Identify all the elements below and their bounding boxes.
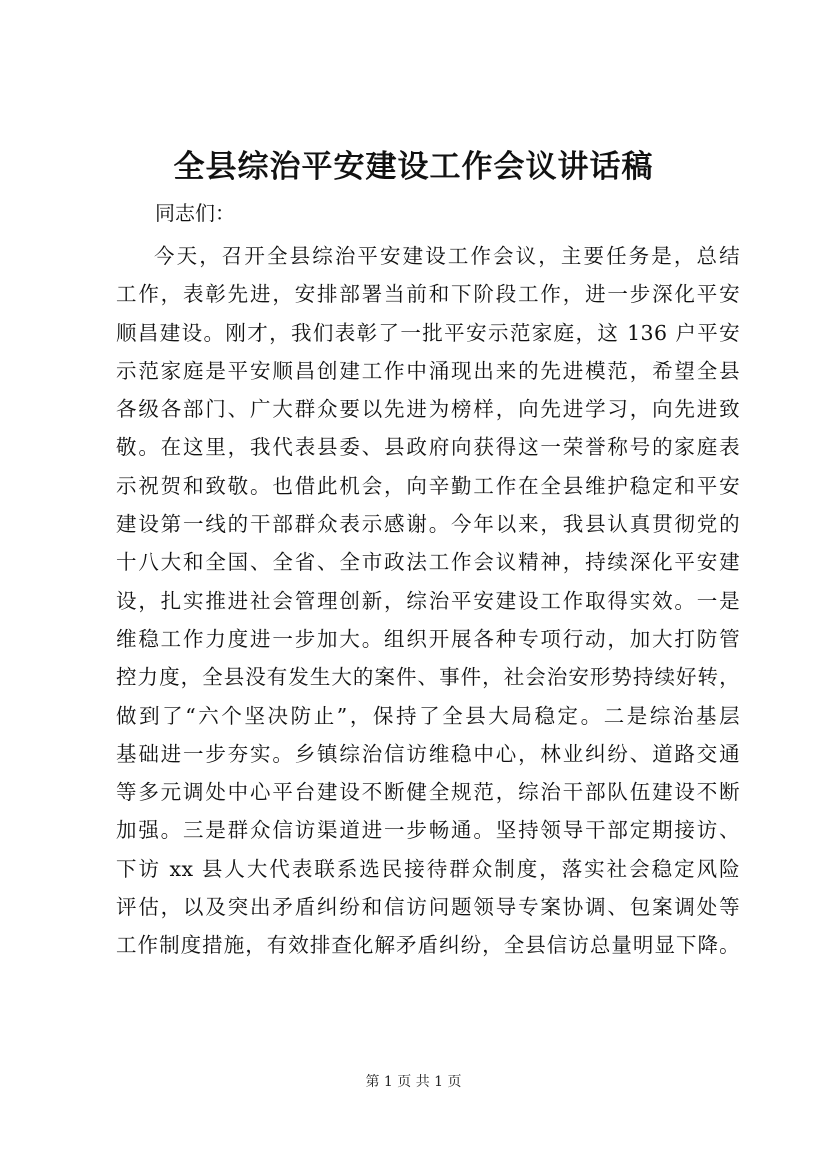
text-line: 敬。在这里，我代表县委、县政府向获得这一荣誉称号的家庭表 xyxy=(116,435,740,460)
document-title: 全县综治平安建设工作会议讲话稿 xyxy=(173,149,654,185)
text-line: 维稳工作力度进一步加大。组织开展各种专项行动，加大打防管 xyxy=(116,626,740,651)
text-line: 评估，以及突出矛盾纠纷和信访问题领导专案协调、包案调处等 xyxy=(116,895,740,920)
salutation: 同志们： xyxy=(155,201,235,225)
text-line: 下访 xx 县人大代表联系选民接待群众制度，落实社会稳定风险 xyxy=(116,856,740,881)
page-footer: 第 1 页 共 1 页 xyxy=(365,1074,462,1090)
text-line: 示范家庭是平安顺昌创建工作中涌现出来的先进模范，希望全县 xyxy=(116,358,740,383)
text-line: 设，扎实推进社会管理创新，综治平安建设工作取得实效。一是 xyxy=(116,588,740,613)
text-line: 示祝贺和致敬。也借此机会，向辛勤工作在全县维护稳定和平安 xyxy=(116,473,740,498)
text-line: 建设第一线的干部群众表示感谢。今年以来，我县认真贯彻党的 xyxy=(116,512,740,537)
text-line: 顺昌建设。刚才，我们表彰了一批平安示范家庭，这 136 户平安 xyxy=(116,320,740,345)
text-line: 控力度，全县没有发生大的案件、事件，社会治安形势持续好转， xyxy=(116,665,740,690)
text-line: 十八大和全国、全省、全市政法工作会议精神，持续深化平安建 xyxy=(116,550,740,575)
text-line: 今天，召开全县综治平安建设工作会议，主要任务是，总结 xyxy=(154,244,740,268)
body-paragraph xyxy=(116,237,740,965)
text-line: 加强。三是群众信访渠道进一步畅通。坚持领导干部定期接访、 xyxy=(116,818,740,843)
text-line: 各级各部门、广大群众要以先进为榜样，向先进学习，向先进致 xyxy=(116,397,740,422)
text-line: 做到了“六个坚决防止”，保持了全县大局稳定。二是综治基层 xyxy=(116,703,740,728)
text-line: 工作制度措施，有效排查化解矛盾纠纷，全县信访总量明显下降。 xyxy=(116,933,740,958)
text-line: 等多元调处中心平台建设不断健全规范，综治干部队伍建设不断 xyxy=(116,780,740,805)
text-line: 工作，表彰先进，安排部署当前和下阶段工作，进一步深化平安 xyxy=(116,282,740,307)
text-line: 基础进一步夯实。乡镇综治信访维稳中心，林业纠纷、道路交通 xyxy=(116,741,740,766)
